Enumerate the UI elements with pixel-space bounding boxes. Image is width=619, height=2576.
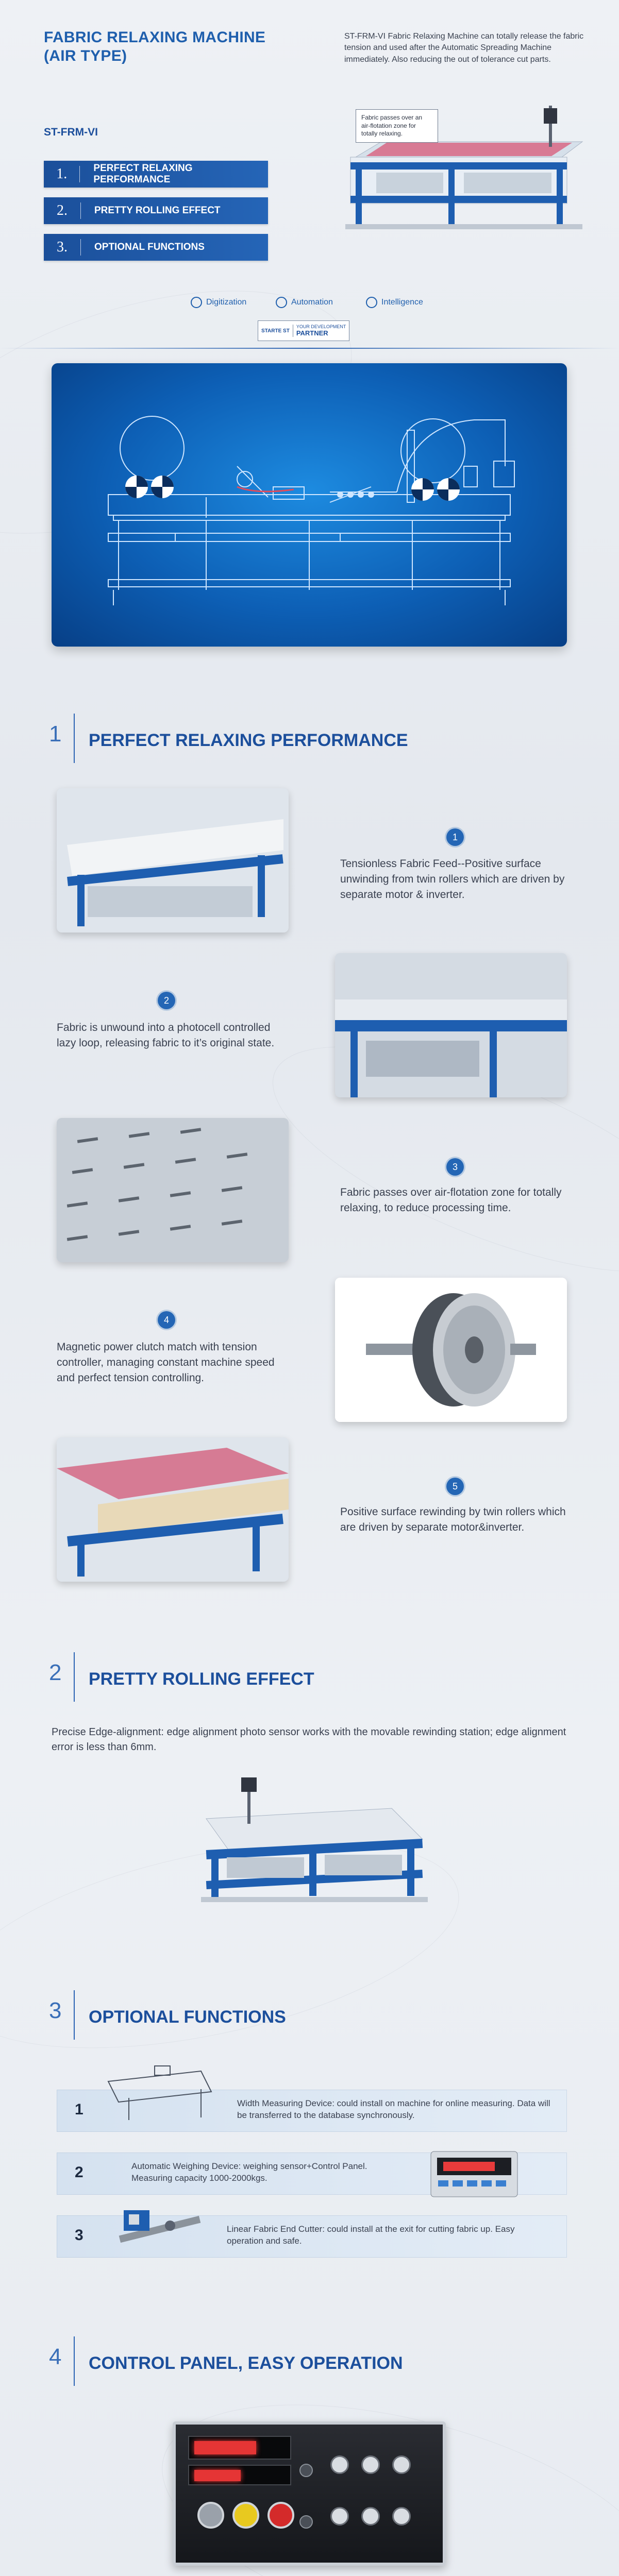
photo-illustration: [57, 1118, 289, 1262]
nav-item-optional[interactable]: [44, 234, 268, 261]
blueprint-diagram: [52, 363, 567, 647]
photo-illustration: [335, 1278, 567, 1422]
section-title: CONTROL PANEL, EASY OPERATION: [89, 2353, 403, 2373]
nav-num: 2.: [44, 202, 81, 219]
speed-digits: [194, 2470, 241, 2481]
section-title: PRETTY ROLLING EFFECT: [89, 1669, 314, 1689]
selector-knob[interactable]: [330, 2507, 349, 2526]
step-text: Fabric is unwound into a photocell controlled lazy loop, releasing fabric to it’s original state.: [57, 1022, 275, 1049]
nav-item-relaxing[interactable]: [44, 161, 268, 188]
title-line1: FABRIC RELAXING MACHINE: [44, 29, 266, 46]
nav-label: PRETTY ROLLING EFFECT: [94, 205, 221, 216]
selector-knob[interactable]: [330, 2455, 349, 2474]
width-measuring-device: [98, 2061, 222, 2123]
speed-display: [188, 2465, 291, 2485]
yellow-button[interactable]: [232, 2502, 259, 2529]
red-stop-button[interactable]: [267, 2502, 294, 2529]
cloud-icon: [191, 297, 202, 308]
photo-illustration: [57, 1437, 289, 1582]
feature-label: Automation: [291, 298, 333, 307]
step-number: 3: [446, 1158, 464, 1176]
step-text: Fabric passes over air-flotation zone for totally relaxing, to reduce processing time.: [340, 1187, 562, 1214]
section-bar: [74, 2336, 75, 2386]
logo-left: STARTE ST: [261, 328, 290, 334]
logo-big: PARTNER: [296, 329, 328, 337]
fabric-end-cutter: [103, 2200, 206, 2257]
photo-air-flotation: [57, 1118, 289, 1262]
section-number: 2: [49, 1660, 62, 1685]
title-line2: (AIR TYPE): [44, 47, 127, 64]
step-text: Positive surface rewinding by twin rollers which are driven by separate motor&inverter.: [340, 1506, 566, 1533]
feature-intelligence: [366, 297, 423, 308]
section-number: 4: [49, 2344, 62, 2369]
counter-display: [188, 2436, 291, 2460]
nav-num: 3.: [44, 239, 81, 256]
feature-digitization: [191, 297, 246, 308]
step-number: 2: [158, 992, 175, 1009]
selector-knob[interactable]: [361, 2455, 380, 2474]
nav-label: PERFECT RELAXING PERFORMANCE: [93, 163, 193, 185]
control-panel: [173, 2421, 446, 2566]
step-number: 4: [158, 1311, 175, 1329]
logo-small: YOUR DEVELOPMENT: [296, 324, 346, 330]
section-bar: [74, 714, 75, 763]
pilot-light: [299, 2464, 313, 2477]
section-title: OPTIONAL FUNCTIONS: [89, 2007, 286, 2027]
option-text: Linear Fabric End Cutter: could install at the exit for cutting fabric up. Easy operation and safe.: [227, 2224, 515, 2246]
brain-icon: [366, 297, 377, 308]
step-number: 1: [446, 828, 464, 846]
photo-lazy-loop: [335, 953, 567, 1097]
photo-illustration: [57, 788, 289, 933]
gear-icon: [276, 297, 287, 308]
option-number: 1: [75, 2101, 83, 2118]
rolling-text: Precise Edge-alignment: edge alignment photo sensor works with the movable rewinding station; edge alignment error is less than 6mm.: [52, 1726, 566, 1753]
feature-automation: [276, 297, 333, 308]
section-number: 1: [49, 721, 62, 747]
option-number: 3: [75, 2227, 83, 2244]
photo-rewinding: [57, 1437, 289, 1582]
intro-text: ST-FRM-VI Fabric Relaxing Machine can totally release the fabric tension and used after the Automatic Spreading Machine immediately. Also reducing the out of tolerance cut parts.: [344, 32, 584, 64]
photo-illustration: [335, 953, 567, 1097]
callout-box: Fabric passes over an air-flotation zone for totally relaxing.: [356, 109, 438, 143]
step-text: Magnetic power clutch match with tension controller, managing constant machine speed and perfect tension controlling.: [57, 1341, 275, 1384]
nav-item-rolling[interactable]: [44, 197, 268, 224]
option-number: 2: [75, 2164, 83, 2181]
photo-fabric-feed: [57, 788, 289, 933]
step-text: Tensionless Fabric Feed--Positive surface unwinding from twin rollers which are driven by separate motor & inverter.: [340, 858, 565, 901]
page-title: [44, 28, 265, 65]
company-logo: [258, 320, 349, 341]
option-text: Automatic Weighing Device: weighing sensor+Control Panel. Measuring capacity 1000-2000kgs.: [131, 2161, 367, 2183]
section-bar: [74, 1990, 75, 2040]
counter-digits: [194, 2441, 256, 2454]
step-number: 5: [446, 1478, 464, 1495]
weighing-display: [428, 2148, 521, 2200]
machine-photo-rolling: [186, 1762, 433, 1906]
logo-right: [293, 325, 349, 336]
section-bar: [74, 1652, 75, 1702]
gray-button[interactable]: [197, 2502, 224, 2529]
blueprint-lines: [52, 363, 567, 647]
pilot-light: [299, 2515, 313, 2529]
section-number: 3: [49, 1998, 62, 2023]
model-code: ST-FRM-VI: [44, 126, 98, 138]
nav-num: 1.: [44, 166, 80, 182]
option-text: Width Measuring Device: could install on machine for online measuring. Data will be transferred to the database synchronously.: [237, 2098, 550, 2120]
selector-knob[interactable]: [392, 2507, 411, 2526]
nav-label: OPTIONAL FUNCTIONS: [94, 242, 205, 252]
feature-label: Intelligence: [381, 298, 423, 307]
selector-knob[interactable]: [361, 2507, 380, 2526]
feature-label: Digitization: [206, 298, 247, 307]
photo-magnetic-clutch: [335, 1278, 567, 1422]
section-title: PERFECT RELAXING PERFORMANCE: [89, 731, 408, 750]
selector-knob[interactable]: [392, 2455, 411, 2474]
divider: [0, 348, 619, 349]
